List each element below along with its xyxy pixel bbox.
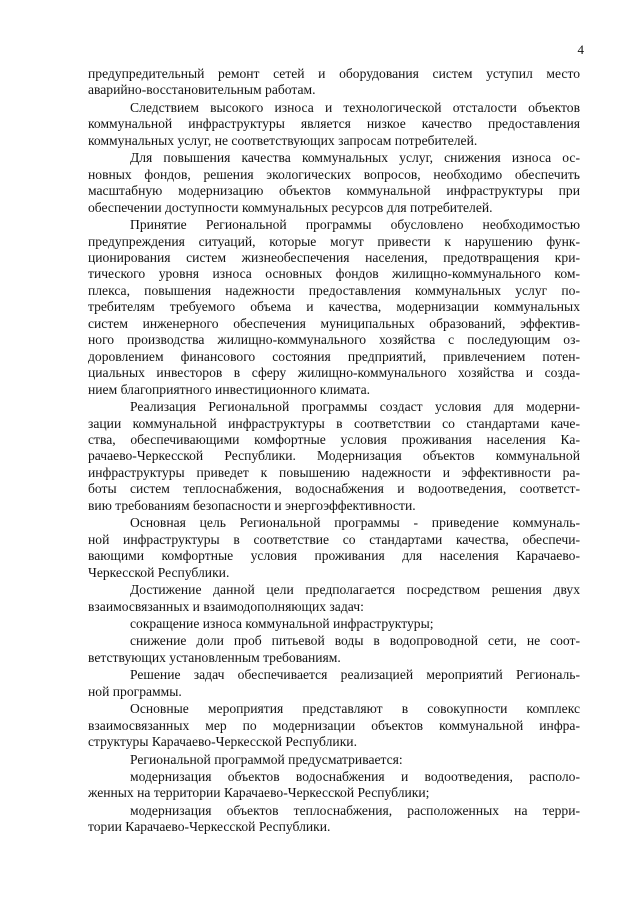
paragraph xyxy=(88,633,580,666)
text-line: женных на территории Карачаево-Черкесской Республики; xyxy=(88,785,430,801)
paragraph xyxy=(88,515,580,581)
text-line: Реализация Региональной программы создаст условия для модерни- xyxy=(130,399,580,415)
paragraph xyxy=(88,217,580,398)
text-line: предупреждения ситуаций, которые могут привести к нарушению функ- xyxy=(88,233,580,249)
text-line: ной инфраструктуры в соответствие со стандартами качества, обеспечи- xyxy=(88,531,580,547)
paragraph xyxy=(88,752,580,768)
text-line: Принятие Региональной программы обусловлено необходимостью xyxy=(130,217,580,233)
text-line: циальных инвесторов в сферу жилищно-коммунального хозяйства и созда- xyxy=(88,365,580,381)
paragraph xyxy=(88,616,580,632)
text-line: Региональной программой предусматривается: xyxy=(130,751,403,767)
text-line: коммунальных услуг, не соответствующих запросам потребителей. xyxy=(88,132,478,148)
text-line: ного производства жилищно-коммунального хозяйства с последующим оз- xyxy=(88,332,580,348)
text-line: модернизация объектов водоснабжения и водоотведения, располо- xyxy=(130,769,580,785)
text-line: сокращение износа коммунальной инфраструктуры; xyxy=(130,615,434,631)
text-line: тории Карачаево-Черкесской Республики. xyxy=(88,819,331,835)
text-line: модернизация объектов теплоснабжения, расположенных на терри- xyxy=(130,802,580,818)
text-line: боты систем теплоснабжения, водоснабжения и водоотведения, соответст- xyxy=(88,481,580,497)
text-line: Решение задач обеспечивается реализацией мероприятий Региональ- xyxy=(130,667,580,683)
paragraph xyxy=(88,803,580,836)
text-line: ветствующих установленным требованиям. xyxy=(88,649,341,665)
text-line: обеспечении доступности коммунальных ресурсов для потребителей. xyxy=(88,199,493,215)
text-line: нием благоприятного инвестиционного климата. xyxy=(88,381,371,397)
text-line: доровлением финансового состояния предприятий, привлечением потен- xyxy=(88,348,580,364)
page-number: 4 xyxy=(577,42,584,57)
text-line: Черкесской Республики. xyxy=(88,564,230,580)
text-line: ной программы. xyxy=(88,683,182,699)
text-line: масштабную модернизацию объектов коммунальной инфраструктуры при xyxy=(88,183,580,199)
text-line: ства, обеспечивающими комфортные условия проживания населения Ка- xyxy=(88,431,580,447)
text-line: структуры Карачаево-Черкесской Республики. xyxy=(88,734,357,750)
document-body xyxy=(88,66,580,837)
text-line: коммунальной инфраструктуры является низкое качество предоставления xyxy=(88,116,580,132)
paragraph xyxy=(88,100,580,149)
text-line: предупредительный ремонт сетей и оборудования систем уступил место xyxy=(88,66,580,81)
text-line: Основная цель Региональной программы - приведение коммуналь- xyxy=(130,515,580,531)
text-line: зации коммунальной инфраструктуры в соответствии со стандартами каче- xyxy=(88,415,580,431)
paragraph xyxy=(88,667,580,700)
text-line: плекса, повышения надежности предоставления коммунальных услуг по- xyxy=(88,282,580,298)
text-line: Достижение данной цели предполагается посредством решения двух xyxy=(130,582,580,598)
text-line: вию требованиям безопасности и энергоэффективности. xyxy=(88,497,416,513)
text-line: Следствием высокого износа и технологической отсталости объектов xyxy=(130,99,580,115)
text-line: систем инженерного обеспечения муниципальных образований, эффектив- xyxy=(88,315,580,331)
text-line: новных фондов, решения экологических вопросов, необходимо обеспечить xyxy=(88,166,580,182)
text-line: тического уровня износа основных фондов жилищно-коммунального ком- xyxy=(88,266,580,282)
paragraph xyxy=(88,582,580,615)
text-line: снижение доли проб питьевой воды в водопроводной сети, не соот- xyxy=(130,633,580,649)
text-line: вающими комфортные условия проживания для населения Карачаево- xyxy=(88,548,580,564)
paragraph xyxy=(88,66,580,99)
paragraph xyxy=(88,701,580,750)
text-line: Основные мероприятия представляют в совокупности комплекс xyxy=(130,701,580,717)
text-line: требителям требуемого объема и качества, модернизации коммунальных xyxy=(88,299,580,315)
text-line: взаимосвязанных мер по модернизации объектов коммунальной инфра- xyxy=(88,717,580,733)
text-line: рачаево-Черкесской Республики. Модернизация объектов коммунальной xyxy=(88,448,580,464)
text-line: Для повышения качества коммунальных услуг, снижения износа ос- xyxy=(130,150,580,166)
text-line: аварийно-восстановительным работам. xyxy=(88,82,316,98)
paragraph xyxy=(88,150,580,216)
paragraph xyxy=(88,399,580,514)
paragraph xyxy=(88,769,580,802)
text-line: взаимосвязанных и взаимодополняющих задач: xyxy=(88,598,364,614)
text-line: ционирования систем жизнеобеспечения населения, предотвращения кри- xyxy=(88,249,580,265)
text-line: инфраструктуры приведет к повышению надежности и эффективности ра- xyxy=(88,464,580,480)
